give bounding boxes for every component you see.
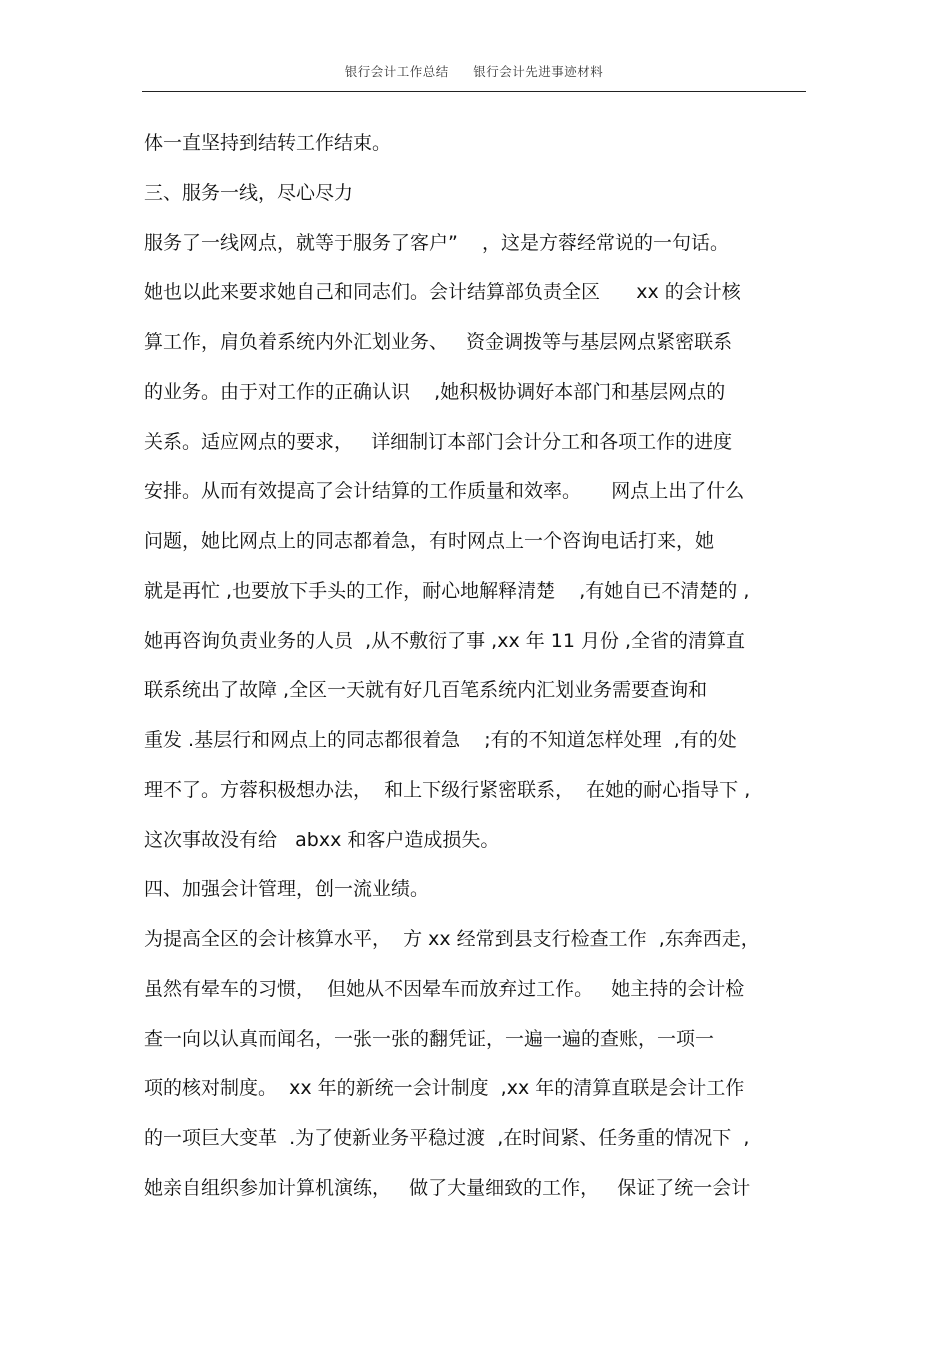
text-line: 的一项巨大变革 .为了使新业务平稳过渡 ,在时间紧、任务重的情况下 , [144,1127,750,1149]
text-line: 的业务。由于对工作的正确认识 ,她积极协调好本部门和基层网点的 [144,380,726,403]
text-line: 联系统出了故障 ,全区一天就有好几百笔系统内汇划业务需要查询和 [144,679,708,702]
text-line: 项的核对制度。 xx 年的新统一会计制度 ,xx 年的清算直联是会计工作 [144,1077,745,1100]
text-line: 算工作，肩负着系统内外汇划业务、 资金调拨等与基层网点紧密联系 [144,331,733,353]
section-heading-3: 三、服务一线，尽心尽力 [144,181,354,204]
header-title-left: 银行会计工作总结 [344,64,449,79]
text-line: 安排。从而有效提高了会计结算的工作质量和效率。 网点上出了什么 [144,480,745,503]
text-line: 虽然有晕车的习惯， 但她从不因晕车而放弃过工作。 她主持的会计检 [144,977,745,1000]
text-line: 就是再忙 ,也要放下手头的工作，耐心地解释清楚 ,有她自已不清楚的 , [144,579,750,602]
text-line: 查一向以认真而闻名，一张一张的翻凭证，一遍一遍的查账，一项一 [144,1027,715,1050]
text-line: 她再咨询负责业务的人员 ,从不敷衍了事 ,xx 年 11 月份 ,全省的清算直 [144,629,746,652]
text-line: 体一直坚持到结转工作结束。 [144,132,392,154]
text-line: 这次事故没有给 abxx 和客户造成损失。 [144,828,500,851]
section-heading-4: 四、加强会计管理，创一流业绩。 [144,878,430,901]
page-header [142,62,806,80]
text-line: 问题，她比网点上的同志都着急，有时网点上一个咨询电话打来，她 [144,530,715,552]
text-line: 她亲自组织参加计算机演练， 做了大量细致的工作， 保证了统一会计 [144,1176,751,1199]
text-line: 重发 .基层行和网点上的同志都很着急 ;有的不知道怎样处理 ,有的处 [144,729,737,751]
text-line: 关系。适应网点的要求， 详细制订本部门会计分工和各项工作的进度 [144,430,733,453]
text-line: 服务了一线网点，就等于服务了客户” ，这是方蓉经常说的一句话。 [144,231,730,254]
document-body [144,119,814,1214]
text-line: 为提高全区的会计核算水平， 方 xx 经常到县支行检查工作 ,东奔西走， [144,928,760,950]
text-line: 她也以此来要求她自己和同志们。会计结算部负责全区 xx 的会计核 [144,281,741,304]
header-divider [142,91,806,92]
text-line: 理不了。方蓉积极想办法， 和上下级行紧密联系， 在她的耐心指导下 , [144,778,751,801]
header-title-right: 银行会计先进事迹材料 [473,64,604,79]
